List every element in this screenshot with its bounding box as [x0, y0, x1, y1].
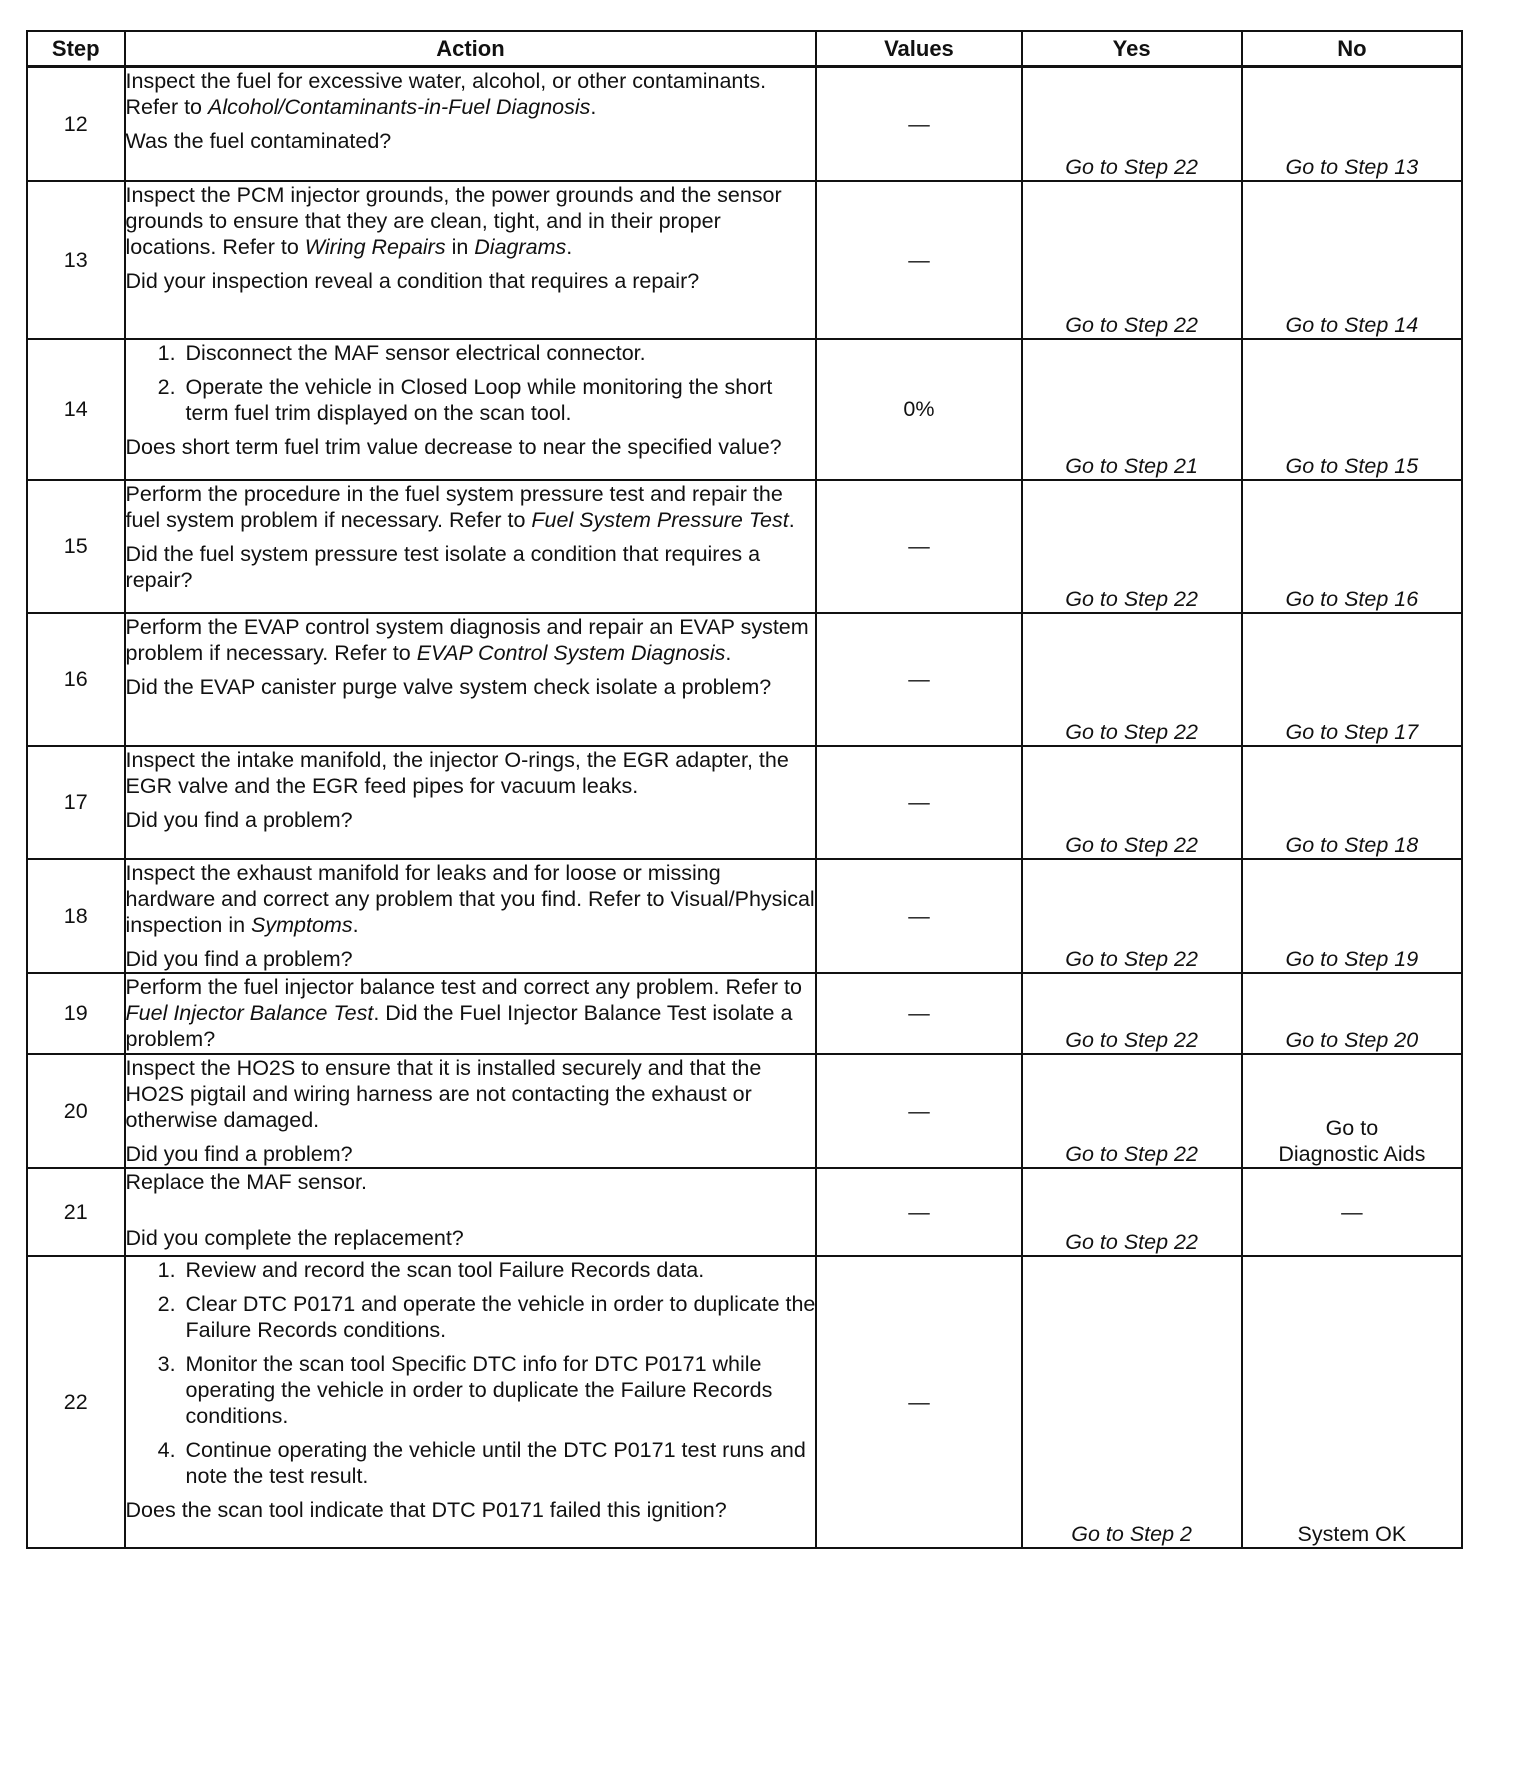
- list-item: 2. Clear DTC P0171 and operate the vehicle in order to duplicate the Failure Records conditions.: [182, 1291, 816, 1343]
- step-number: 14: [27, 339, 125, 480]
- header-step: Step: [27, 31, 125, 67]
- action-steps-list: [126, 1257, 816, 1489]
- step-number: 20: [27, 1054, 125, 1168]
- values-cell: —: [816, 973, 1021, 1054]
- step-number: 17: [27, 746, 125, 859]
- no-cell: Go to Step 18: [1242, 746, 1462, 859]
- header-yes: Yes: [1022, 31, 1242, 67]
- table-row: [27, 859, 1462, 973]
- action-question: Did the fuel system pressure test isolate a condition that requires a repair?: [125, 541, 761, 592]
- action-instruction: Perform the procedure in the fuel system pressure test and repair the fuel system problem if necessary. Refer to Fuel System Pressure Test.: [125, 481, 795, 532]
- no-cell: Go to Step 19: [1242, 859, 1462, 973]
- action-question: Did you complete the replacement?: [125, 1225, 464, 1250]
- table-row: [27, 480, 1462, 613]
- step-number: 18: [27, 859, 125, 973]
- action-question: Does the scan tool indicate that DTC P0171 failed this ignition?: [125, 1497, 727, 1522]
- action-question: Did your inspection reveal a condition that requires a repair?: [125, 268, 700, 293]
- action-cell: [125, 1054, 817, 1168]
- table-row: [27, 1054, 1462, 1168]
- list-item: 4. Continue operating the vehicle until the DTC P0171 test runs and note the test result.: [182, 1437, 816, 1489]
- table-row: [27, 746, 1462, 859]
- action-instruction: Inspect the HO2S to ensure that it is installed securely and that the HO2S pigtail and wiring harness are not contacting the exhaust or otherwise damaged.: [125, 1055, 762, 1132]
- yes-cell: Go to Step 22: [1022, 746, 1242, 859]
- step-number: 12: [27, 67, 125, 181]
- header-action: Action: [125, 31, 817, 67]
- list-item: 1. Review and record the scan tool Failure Records data.: [182, 1257, 816, 1283]
- values-cell: —: [816, 1054, 1021, 1168]
- action-cell: [125, 181, 817, 339]
- action-steps-list: [126, 340, 816, 426]
- action-instruction: Inspect the intake manifold, the injector O-rings, the EGR adapter, the EGR valve and the EGR feed pipes for vacuum leaks.: [125, 747, 789, 798]
- yes-cell: Go to Step 22: [1022, 613, 1242, 746]
- action-question: Did the EVAP canister purge valve system check isolate a problem?: [125, 674, 772, 699]
- action-instruction: Replace the MAF sensor.: [125, 1169, 367, 1194]
- header-values: Values: [816, 31, 1021, 67]
- action-instruction: Inspect the fuel for excessive water, alcohol, or other contaminants. Refer to Alcohol/Contaminants-in-Fuel Diagnosis.: [125, 69, 767, 119]
- action-cell: [125, 613, 817, 746]
- table-row: [27, 613, 1462, 746]
- table-row: [27, 1256, 1462, 1548]
- yes-cell: Go to Step 22: [1022, 67, 1242, 181]
- yes-cell: Go to Step 22: [1022, 973, 1242, 1054]
- action-cell: [125, 339, 817, 480]
- action-question: Was the fuel contaminated?: [125, 129, 392, 153]
- action-instruction: Perform the EVAP control system diagnosis and repair an EVAP system problem if necessary. Refer to EVAP Control System Diagnosis.: [125, 614, 809, 665]
- action-cell: [125, 973, 817, 1054]
- no-cell: System OK: [1242, 1256, 1462, 1548]
- list-item: 2. Operate the vehicle in Closed Loop while monitoring the short term fuel trim displayed on the scan tool.: [182, 374, 816, 426]
- yes-cell: Go to Step 22: [1022, 1054, 1242, 1168]
- values-cell: 0%: [816, 339, 1021, 480]
- no-cell: [1242, 1054, 1462, 1168]
- action-instruction: Perform the fuel injector balance test and correct any problem. Refer to Fuel Injector Balance Test. Did the Fuel Injector Balance Test isolate a problem?: [125, 974, 802, 1051]
- yes-cell: Go to Step 21: [1022, 339, 1242, 480]
- values-cell: —: [816, 859, 1021, 973]
- list-item: 3. Monitor the scan tool Specific DTC info for DTC P0171 while operating the vehicle in order to duplicate the Failure Records conditions.: [182, 1351, 816, 1429]
- header-row: [27, 31, 1462, 67]
- values-cell: —: [816, 613, 1021, 746]
- values-cell: —: [816, 480, 1021, 613]
- action-instruction: Inspect the exhaust manifold for leaks and for loose or missing hardware and correct any problem that you find. Refer to Visual/Physical inspection in Symptoms.: [125, 860, 815, 937]
- step-number: 16: [27, 613, 125, 746]
- no-cell: Go to Step 14: [1242, 181, 1462, 339]
- action-question: Did you find a problem?: [125, 807, 353, 832]
- action-cell: [125, 859, 817, 973]
- step-number: 22: [27, 1256, 125, 1548]
- diagnostic-table: [26, 30, 1463, 1549]
- yes-cell: Go to Step 22: [1022, 181, 1242, 339]
- table-row: [27, 1168, 1462, 1256]
- no-cell: Go to Step 16: [1242, 480, 1462, 613]
- action-cell: [125, 67, 817, 181]
- action-cell: [125, 1256, 817, 1548]
- action-question: Does short term fuel trim value decrease to near the specified value?: [125, 434, 782, 459]
- step-number: 19: [27, 973, 125, 1054]
- no-cell: —: [1242, 1168, 1462, 1256]
- no-cell: Go to Step 17: [1242, 613, 1462, 746]
- values-cell: —: [816, 1256, 1021, 1548]
- no-line-1: Go to: [1325, 1115, 1379, 1140]
- yes-cell: Go to Step 22: [1022, 480, 1242, 613]
- yes-cell: Go to Step 2: [1022, 1256, 1242, 1548]
- no-cell: Go to Step 20: [1242, 973, 1462, 1054]
- values-cell: —: [816, 746, 1021, 859]
- table-row: [27, 181, 1462, 339]
- values-cell: —: [816, 67, 1021, 181]
- diagnostic-aids-link[interactable]: Diagnostic Aids: [1278, 1141, 1426, 1166]
- action-question: Did you find a problem?: [125, 946, 353, 971]
- action-cell: [125, 1168, 817, 1256]
- table-row: [27, 973, 1462, 1054]
- yes-cell: Go to Step 22: [1022, 1168, 1242, 1256]
- table-row: [27, 339, 1462, 480]
- table-row: [27, 67, 1462, 181]
- yes-cell: Go to Step 22: [1022, 859, 1242, 973]
- step-number: 15: [27, 480, 125, 613]
- action-cell: [125, 746, 817, 859]
- action-question: Did you find a problem?: [125, 1141, 353, 1166]
- values-cell: —: [816, 1168, 1021, 1256]
- step-number: 21: [27, 1168, 125, 1256]
- action-cell: [125, 480, 817, 613]
- action-instruction: Inspect the PCM injector grounds, the power grounds and the sensor grounds to ensure that they are clean, tight, and in their proper locations. Refer to Wiring Repairs in Diagrams.: [125, 182, 782, 259]
- list-item: 1. Disconnect the MAF sensor electrical connector.: [182, 340, 816, 366]
- step-number: 13: [27, 181, 125, 339]
- no-cell: Go to Step 15: [1242, 339, 1462, 480]
- header-no: No: [1242, 31, 1462, 67]
- values-cell: —: [816, 181, 1021, 339]
- no-cell: Go to Step 13: [1242, 67, 1462, 181]
